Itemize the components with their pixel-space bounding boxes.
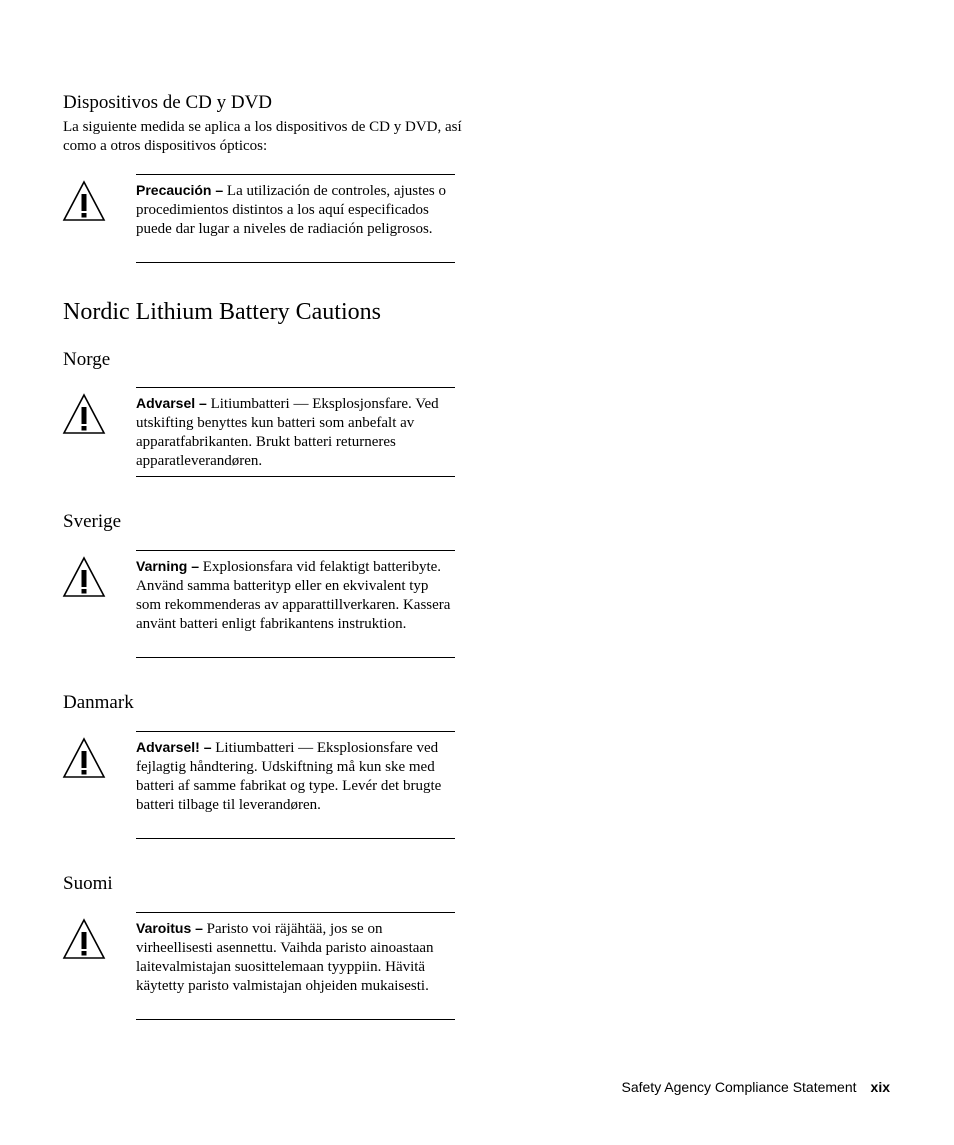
footer-title: Safety Agency Compliance Statement xyxy=(621,1079,857,1095)
section-heading-danmark: Danmark xyxy=(63,692,134,713)
page-footer xyxy=(0,1079,890,1095)
caution-lead: Varning – xyxy=(136,558,200,574)
page-number: xix xyxy=(870,1079,890,1095)
section-heading-norge: Norge xyxy=(63,349,111,370)
caution-text xyxy=(136,738,455,815)
warning-triangle-icon xyxy=(62,180,106,222)
page-section-title: Nordic Lithium Battery Cautions xyxy=(63,299,381,325)
section-heading-sverige: Sverige xyxy=(63,511,122,532)
caution-body: La utilización de controles, ajustes o procedimientos distintos a los aquí especificados puede dar lugar a niveles de radiación peligrosos. xyxy=(136,183,447,237)
caution-text xyxy=(136,557,455,634)
warning-triangle-icon xyxy=(62,918,106,960)
caution-box-danmark xyxy=(136,731,455,839)
caution-lead: Precaución – xyxy=(136,182,224,198)
caution-lead: Varoitus – xyxy=(136,920,203,936)
caution-body: Paristo voi räjähtää, jos se on virheellisesti asennettu. Vaihda paristo ainoastaan laitevalmistajan suosittelemaan tyyppiin. Hävitä käytetty paristo valmistajan ohjeiden mukaisesti. xyxy=(136,921,434,994)
warning-triangle-icon xyxy=(62,556,106,598)
warning-triangle-icon xyxy=(62,393,106,435)
section-heading-cd-dvd: Dispositivos de CD y DVD xyxy=(63,92,273,113)
caution-lead: Advarsel – xyxy=(136,395,207,411)
caution-lead: Advarsel! – xyxy=(136,739,212,755)
caution-body: Explosionsfara vid felaktigt batteribyte. Använd samma batterityp eller en ekvivalent typ som rekommenderas av apparattillverkaren. Kassera använt batteri enligt fabrikantens instruktion. xyxy=(136,559,451,632)
section-heading-suomi: Suomi xyxy=(63,873,113,894)
caution-body: Litiumbatteri — Eksplosionsfare ved fejlagtig håndtering. Udskiftning må kun ske med batteri af samme fabrikat og type. Levér det brugte batteri tilbage til leverandøren. xyxy=(136,740,442,813)
cd-dvd-intro: La siguiente medida se aplica a los dispositivos de CD y DVD, así como a otros dispositivos ópticos: xyxy=(63,119,462,154)
caution-text xyxy=(136,919,455,996)
caution-box-suomi xyxy=(136,912,455,1020)
caution-box-norge xyxy=(136,387,455,477)
caution-text xyxy=(136,181,455,239)
caution-text xyxy=(136,394,455,471)
caution-box-sverige xyxy=(136,550,455,658)
warning-triangle-icon xyxy=(62,737,106,779)
caution-box-cd-dvd xyxy=(136,174,455,263)
caution-body: Litiumbatteri — Eksplosjonsfare. Ved utskifting benyttes kun batteri som anbefalt av apparatfabrikanten. Brukt batteri returneres apparatleverandøren. xyxy=(136,396,439,469)
